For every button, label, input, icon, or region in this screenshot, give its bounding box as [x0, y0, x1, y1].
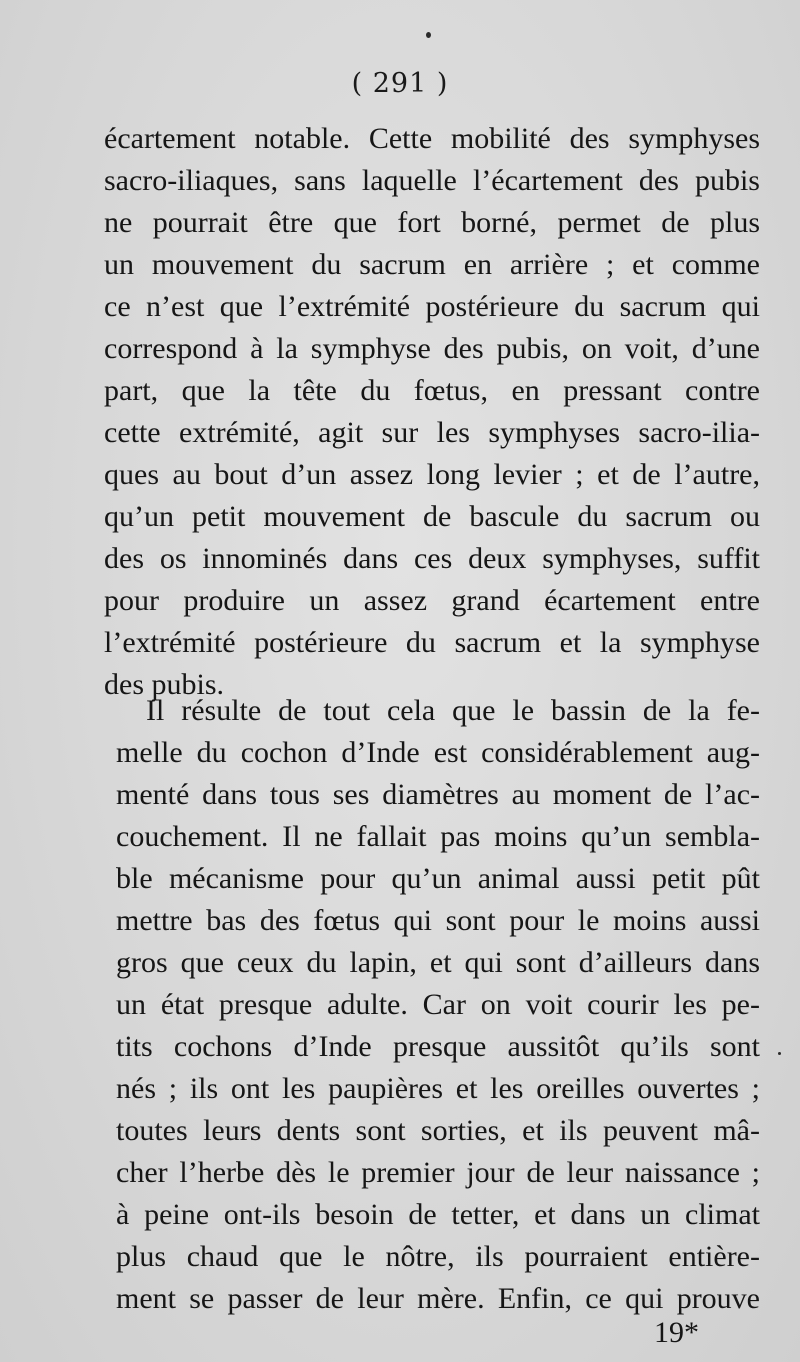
- text-line: part, que la tête du fœtus, en pressant contre: [104, 374, 760, 407]
- signature-mark: 19*: [654, 1316, 699, 1349]
- ink-speck: [426, 32, 431, 38]
- text-line: qu’un petit mouvement de bascule du sacrum ou: [104, 500, 760, 533]
- text-line: gros que ceux du lapin, et qui sont d’ailleurs dans: [116, 946, 760, 979]
- text-line: écartement notable. Cette mobilité des symphyses: [104, 122, 760, 155]
- page-number: ( 291 ): [351, 68, 449, 99]
- text-line: toutes leurs dents sont sorties, et ils peuvent mâ-: [116, 1114, 760, 1147]
- text-line: sacro-iliaques, sans laquelle l’écartement des pubis: [104, 164, 760, 197]
- text-line: tits cochons d’Inde presque aussitôt qu’ils sont: [116, 1030, 760, 1063]
- text-line: mettre bas des fœtus qui sont pour le moins aussi: [116, 904, 760, 937]
- text-line: ques au bout d’un assez long levier ; et de l’autre,: [104, 458, 760, 491]
- text-line: ce n’est que l’extrémité postérieure du sacrum qui: [104, 290, 760, 323]
- text-line: plus chaud que le nôtre, ils pourraient entière-: [116, 1240, 760, 1273]
- text-line: menté dans tous ses diamètres au moment de l’ac-: [116, 778, 760, 811]
- text-line: cette extrémité, agit sur les symphyses sacro-ilia-: [104, 416, 760, 449]
- text-line: nés ; ils ont les paupières et les oreilles ouvertes ;: [116, 1072, 760, 1105]
- text-line: l’extrémité postérieure du sacrum et la symphyse: [104, 626, 760, 659]
- text-line: ble mécanisme pour qu’un animal aussi petit pût: [116, 862, 760, 895]
- text-line: cher l’herbe dès le premier jour de leur naissance ;: [116, 1156, 760, 1189]
- text-line: pour produire un assez grand écartement entre: [104, 584, 760, 617]
- text-line: ment se passer de leur mère. Enfin, ce qui prouve: [116, 1282, 760, 1315]
- text-line: ne pourrait être que fort borné, permet de plus: [104, 206, 760, 239]
- text-line: melle du cochon d’Inde est considérablement aug-: [116, 736, 760, 769]
- text-line: un mouvement du sacrum en arrière ; et comme: [104, 248, 760, 281]
- text-line: un état presque adulte. Car on voit courir les pe-: [116, 988, 760, 1021]
- text-line: Il résulte de tout cela que le bassin de la fe-: [146, 694, 760, 727]
- text-line: des pubis.: [104, 668, 224, 701]
- text-line: couchement. Il ne fallait pas moins qu’un sembla-: [116, 820, 760, 853]
- ink-speck: [778, 1052, 781, 1055]
- text-line: à peine ont-ils besoin de tetter, et dans un climat: [116, 1198, 760, 1231]
- text-line: des os innominés dans ces deux symphyses, suffit: [104, 542, 760, 575]
- text-line: correspond à la symphyse des pubis, on voit, d’une: [104, 332, 760, 365]
